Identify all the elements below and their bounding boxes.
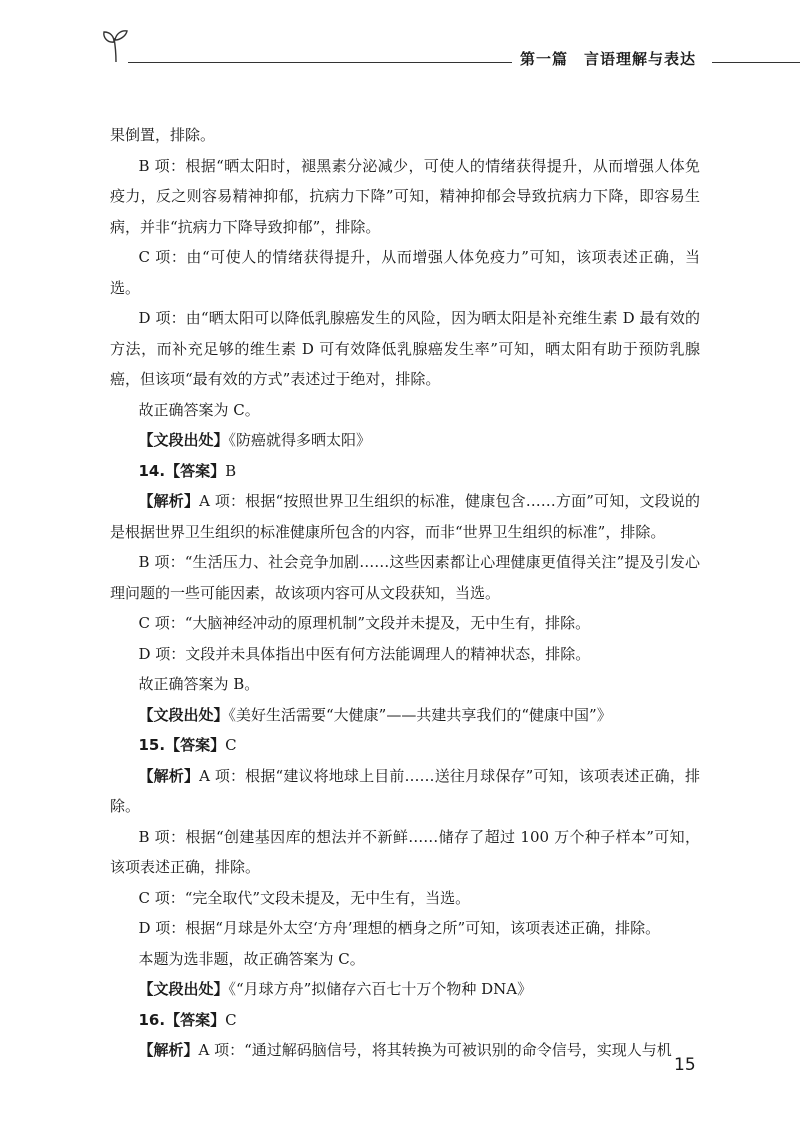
paragraph [110, 608, 700, 639]
paragraph [110, 120, 700, 151]
paragraph [110, 730, 700, 761]
paragraph [110, 913, 700, 944]
paragraph-text: B [225, 461, 237, 480]
paragraph-text: 故正确答案为 C。 [138, 400, 260, 419]
sprout-icon [102, 28, 130, 64]
paragraph [110, 700, 700, 731]
paragraph [110, 944, 700, 975]
paragraph [110, 303, 700, 395]
page-header [0, 0, 800, 80]
section-tag: 【解析】 [138, 492, 200, 510]
paragraph [110, 822, 700, 883]
paragraph [110, 395, 700, 426]
paragraph [110, 1035, 700, 1066]
paragraph-text: C 项：由“可使人的情绪获得提升，从而增强人体免疫力”可知，该项表述正确，当选。 [110, 248, 700, 297]
section-tag: 【文段出处】 [138, 705, 229, 724]
paragraph-text: A 项：“通过解码脑信号，将其转换为可被识别的命令信号，实现人与机 [198, 1041, 672, 1059]
paragraph [110, 425, 700, 456]
paragraph [110, 456, 700, 487]
paragraph-text: 本题为选非题，故正确答案为 C。 [138, 949, 365, 968]
paragraph-text: 果倒置，排除。 [110, 126, 216, 144]
paragraph-text: C [225, 1010, 237, 1029]
header-rule-left [128, 62, 512, 63]
header-rule-right [712, 62, 800, 63]
page-number: 15 [674, 1055, 696, 1075]
paragraph-text: D 项：根据“月球是外太空‘方舟’理想的栖身之所”可知，该项表述正确，排除。 [138, 919, 661, 937]
section-tag: 【解析】 [138, 766, 200, 785]
paragraph [110, 639, 700, 670]
paragraph-text: 《美好生活需要“大健康”——共建共享我们的“健康中国”》 [228, 705, 612, 724]
paragraph-text: 《防癌就得多晒太阳》 [228, 431, 372, 449]
section-tag: 【解析】 [138, 1041, 199, 1059]
paragraph-text: B 项：“生活压力、社会竞争加剧……这些因素都让心理健康更值得关注”提及引发心理问题的一些可能因素，故该项内容可从文段获知，当选。 [110, 553, 700, 602]
paragraph [110, 761, 700, 822]
paragraph [110, 1005, 700, 1036]
paragraph-text: C 项：“大脑神经冲动的原理机制”文段并未提及，无中生有，排除。 [138, 614, 591, 632]
paragraph [110, 242, 700, 303]
chapter-title: 第一篇 言语理解与表达 [520, 50, 697, 68]
paragraph [110, 547, 700, 608]
paragraph [110, 883, 700, 914]
paragraph [110, 974, 700, 1005]
section-tag: 14.【答案】 [138, 461, 226, 480]
paragraph-text: C [225, 736, 237, 754]
section-tag: 15.【答案】 [138, 736, 226, 754]
paragraph-text: 《“月球方舟”拟储存六百七十万个物种 DNA》 [228, 980, 533, 998]
paragraph [110, 669, 700, 700]
section-tag: 【文段出处】 [138, 980, 229, 998]
paragraph-text: D 项：文段并未具体指出中医有何方法能调理人的精神状态，排除。 [138, 644, 591, 663]
paragraph [110, 486, 700, 547]
paragraph-text: A 项：根据“建议将地球上目前……送往月球保存”可知，该项表述正确，排除。 [110, 766, 700, 815]
paragraph-text: B 项：根据“晒太阳时，褪黑素分泌减少，可使人的情绪获得提升，从而增强人体免疫力，反之则容易精神抑郁，抗病力下降”可知，精神抑郁会导致抗病力下降，即容易生病，并非“抗病力下降导致抑郁”，排除。 [110, 156, 700, 236]
paragraph-text: C 项：“完全取代”文段未提及，无中生有，当选。 [138, 888, 471, 907]
paragraph-text: D 项：由“晒太阳可以降低乳腺癌发生的风险，因为晒太阳是补充维生素 D 最有效的方法，而补充足够的维生素 D 可有效降低乳腺癌发生率”可知，晒太阳有助于预防乳腺癌，但该项“最有效的方式”表述过于绝对，排除。 [110, 309, 700, 388]
paragraph [110, 151, 700, 243]
paragraph-text: 故正确答案为 B。 [138, 675, 260, 693]
page-body [110, 120, 700, 1066]
paragraph-text: B 项：根据“创建基因库的想法并不新鲜……储存了超过 100 万个种子样本”可知，该项表述正确，排除。 [110, 827, 700, 876]
paragraph-text: A 项：根据“按照世界卫生组织的标准，健康包含……方面”可知，文段说的是根据世界卫生组织的标准健康所包含的内容，而非“世界卫生组织的标准”，排除。 [110, 492, 700, 541]
section-tag: 【文段出处】 [138, 431, 229, 449]
section-tag: 16.【答案】 [138, 1010, 226, 1029]
